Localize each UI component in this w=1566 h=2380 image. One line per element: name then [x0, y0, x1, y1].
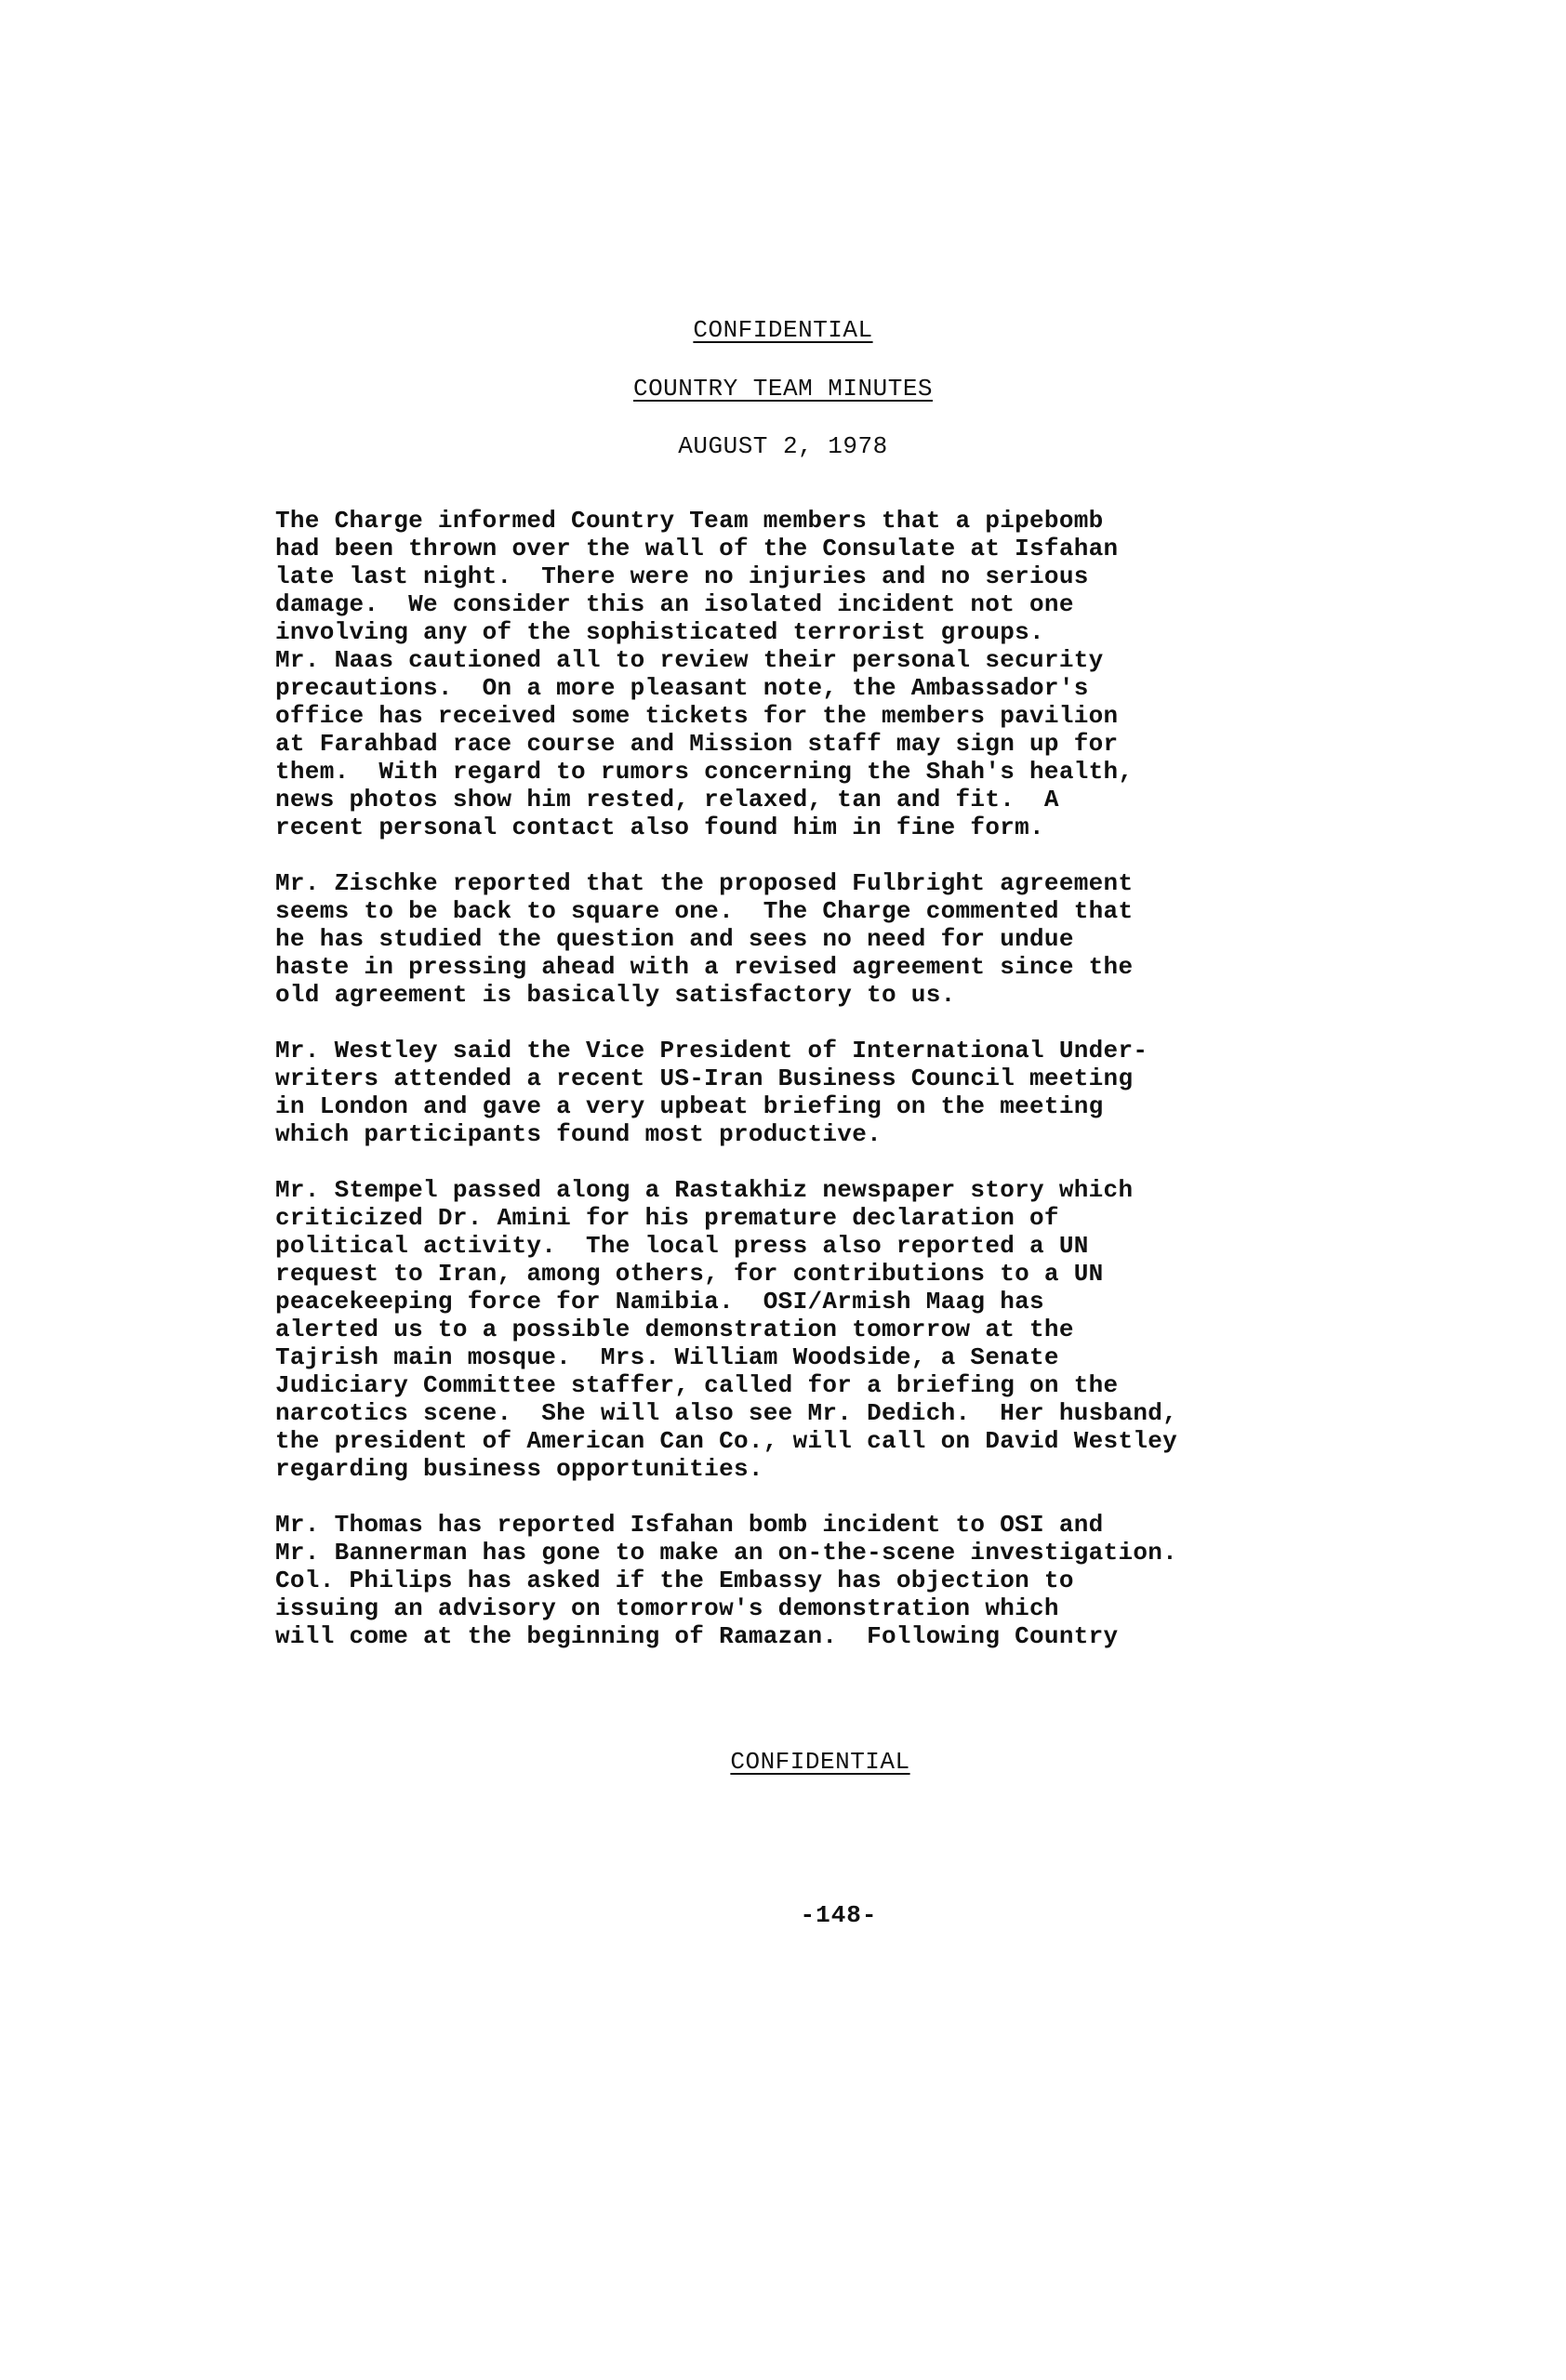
paragraph [275, 1037, 1317, 1148]
paragraph-line: old agreement is basically satisfactory to us. [275, 981, 956, 1009]
paragraph-line: writers attended a recent US-Iran Business Council meeting [275, 1064, 1134, 1092]
paragraph-line: Judiciary Committee staffer, called for a briefing on the [275, 1371, 1119, 1399]
paragraph-line: The Charge informed Country Team members that a pipebomb [275, 507, 1104, 535]
paragraph-line: Mr. Stempel passed along a Rastakhiz newspaper story which [275, 1176, 1134, 1204]
classification-header [0, 316, 1566, 344]
paragraph-line: alerted us to a possible demonstration tomorrow at the [275, 1316, 1074, 1343]
paragraph-line: Mr. Thomas has reported Isfahan bomb incident to OSI and [275, 1511, 1104, 1539]
document-date-text: AUGUST 2, 1978 [678, 432, 888, 460]
classification-header-text: CONFIDENTIAL [693, 316, 873, 344]
document-title-text: COUNTRY TEAM MINUTES [632, 375, 934, 403]
paragraph-line: precautions. On a more pleasant note, the Ambassador's [275, 674, 1089, 702]
paragraph-line: request to Iran, among others, for contributions to a UN [275, 1260, 1104, 1288]
classification-footer [37, 1748, 1566, 1776]
paragraph-line: issuing an advisory on tomorrow's demonstration which [275, 1594, 1059, 1622]
page-number: -148- [800, 1901, 878, 1929]
paragraph [275, 1176, 1317, 1483]
document-date [0, 432, 1566, 460]
paragraph-line: regarding business opportunities. [275, 1455, 763, 1483]
minutes-body [275, 507, 1317, 1678]
paragraph-line: had been thrown over the wall of the Consulate at Isfahan [275, 535, 1119, 562]
paragraph-line: Mr. Zischke reported that the proposed Fulbright agreement [275, 869, 1134, 897]
paragraph [275, 507, 1317, 841]
paragraph [275, 869, 1317, 1009]
paragraph-line: Mr. Naas cautioned all to review their personal security [275, 646, 1104, 674]
paragraph-line: seems to be back to square one. The Charge commented that [275, 897, 1134, 925]
paragraph-line: Mr. Westley said the Vice President of International Under- [275, 1037, 1148, 1064]
paragraph-line: narcotics scene. She will also see Mr. Dedich. Her husband, [275, 1399, 1178, 1427]
paragraph [275, 1511, 1317, 1650]
paragraph-line: which participants found most productive. [275, 1120, 883, 1148]
paragraph-line: political activity. The local press also reported a UN [275, 1232, 1089, 1260]
paragraph-line: peacekeeping force for Namibia. OSI/Armish Maag has [275, 1288, 1044, 1316]
paragraph-line: he has studied the question and sees no need for undue [275, 925, 1074, 953]
paragraph-line: at Farahbad race course and Mission staff may sign up for [275, 730, 1119, 758]
document-title [0, 375, 1566, 403]
paragraph-line: recent personal contact also found him in fine form. [275, 813, 1044, 841]
paragraph-line: Tajrish main mosque. Mrs. William Woodside, a Senate [275, 1343, 1059, 1371]
classification-footer-text: CONFIDENTIAL [730, 1748, 910, 1776]
paragraph-line: them. With regard to rumors concerning the Shah's health, [275, 758, 1134, 786]
paragraph-line: the president of American Can Co., will call on David Westley [275, 1427, 1178, 1455]
paragraph-line: criticized Dr. Amini for his premature declaration of [275, 1204, 1059, 1232]
paragraph-line: in London and gave a very upbeat briefing on the meeting [275, 1092, 1104, 1120]
paragraph-line: Col. Philips has asked if the Embassy has objection to [275, 1567, 1074, 1594]
paragraph-line: haste in pressing ahead with a revised agreement since the [275, 953, 1134, 981]
paragraph-line: office has received some tickets for the members pavilion [275, 702, 1119, 730]
paragraph-line: news photos show him rested, relaxed, tan and fit. A [275, 786, 1059, 813]
paragraph-line: will come at the beginning of Ramazan. Following Country [275, 1622, 1119, 1650]
paragraph-line: Mr. Bannerman has gone to make an on-the-scene investigation. [275, 1539, 1178, 1567]
paragraph-line: damage. We consider this an isolated incident not one [275, 590, 1074, 618]
paragraph-line: involving any of the sophisticated terrorist groups. [275, 618, 1044, 646]
paragraph-line: late last night. There were no injuries and no serious [275, 562, 1089, 590]
